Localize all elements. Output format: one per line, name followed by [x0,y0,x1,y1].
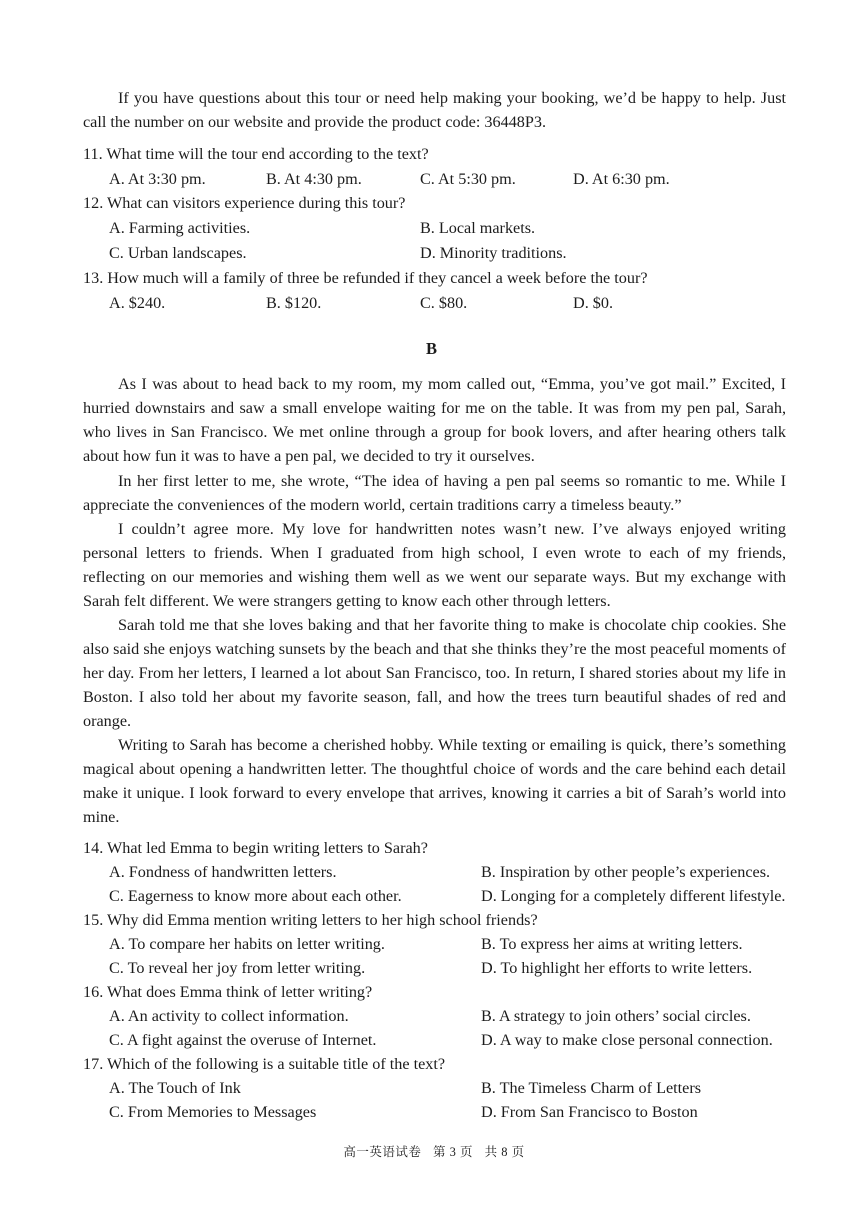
question-15-option-d: D. To highlight her efforts to write letters. [481,959,753,977]
question-14-option-c: C. Eagerness to know more about each other. [109,887,402,905]
intro-paragraph: If you have questions about this tour or need help making your booking, we’d be happy to help. Just call the number on our website and provide the product code: 36448P3. [83,89,786,131]
question-14-stem: 14. What led Emma to begin writing letters to Sarah? [83,839,428,857]
passage-b-paragraph-2: In her first letter to me, she wrote, “The idea of having a pen pal seems so romantic to me. While I appreciate the conveniences of the modern world, certain traditions carry a timeless beauty.” [83,472,786,514]
question-17-option-c: C. From Memories to Messages [109,1103,317,1121]
question-13-option-b: B. $120. [266,294,322,312]
question-12-option-c: C. Urban landscapes. [109,244,247,262]
question-12-option-a: A. Farming activities. [109,219,251,237]
question-15-option-c: C. To reveal her joy from letter writing. [109,959,366,977]
question-16-option-d: D. A way to make close personal connection. [481,1031,773,1049]
question-17-option-a: A. The Touch of Ink [109,1079,241,1097]
question-17-option-d: D. From San Francisco to Boston [481,1103,698,1121]
passage-b-paragraph-1: As I was about to head back to my room, my mom called out, “Emma, you’ve got mail.” Excited, I hurried downstairs and saw a small envelope waiting for me on the table. It was from my pen pal, Sarah, who lives in San Francisco. We met online through a group for book lovers, and after hearing others talk about how fun it was to have a pen pal, we decided to try it ourselves. [83,375,786,465]
question-13-option-a: A. $240. [109,294,166,312]
question-14-option-d: D. Longing for a completely different lifestyle. [481,887,786,905]
question-12-stem: 12. What can visitors experience during this tour? [83,194,406,212]
footer-total-pages: 共 8 页 [484,1145,525,1159]
question-15-option-a: A. To compare her habits on letter writing. [109,935,385,953]
question-16-stem: 16. What does Emma think of letter writing? [83,983,373,1001]
passage-b-paragraph-4: Sarah told me that she loves baking and that her favorite thing to make is chocolate chip cookies. She also said she enjoys watching sunsets by the beach and that she thinks they’re the most peaceful moments of her day. From her letters, I learned a lot about San Francisco, too. In return, I shared stories about my life in Boston. I also told her about my favorite season, fall, and how the trees turn beautiful shades of red and orange. [83,616,786,730]
passage-b-paragraph-3: I couldn’t agree more. My love for handwritten notes wasn’t new. I’ve always enjoyed writing personal letters to friends. When I graduated from high school, I even wrote to each of my friends, reflecting on our memories and wishing them well as we went our separate ways. But my exchange with Sarah felt different. We were strangers getting to know each other through letters. [83,520,786,610]
question-16-option-b: B. A strategy to join others’ social circles. [481,1007,751,1025]
question-15-stem: 15. Why did Emma mention writing letters to her high school friends? [83,911,538,929]
question-12-option-b: B. Local markets. [420,219,536,237]
page-footer [0,1142,868,1162]
question-14-option-a: A. Fondness of handwritten letters. [109,863,337,881]
question-13-stem: 13. How much will a family of three be refunded if they cancel a week before the tour? [83,269,648,287]
question-12-option-d: D. Minority traditions. [420,244,567,262]
question-11-option-d: D. At 6:30 pm. [573,170,670,188]
question-11-option-a: A. At 3:30 pm. [109,170,206,188]
section-b-heading: B [426,339,438,358]
question-17-option-b: B. The Timeless Charm of Letters [481,1079,702,1097]
question-13-option-c: C. $80. [420,294,468,312]
footer-exam-name: 高一英语试卷 [343,1145,422,1159]
question-15-option-b: B. To express her aims at writing letters. [481,935,743,953]
passage-b-paragraph-5: Writing to Sarah has become a cherished hobby. While texting or emailing is quick, there’s something magical about opening a handwritten letter. The thoughtful choice of words and the care behind each detail make it unique. I look forward to every envelope that arrives, knowing it carries a bit of Sarah’s world into mine. [83,736,786,826]
question-14-option-b: B. Inspiration by other people’s experiences. [481,863,771,881]
question-16-option-a: A. An activity to collect information. [109,1007,349,1025]
question-17-stem: 17. Which of the following is a suitable title of the text? [83,1055,446,1073]
question-16-option-c: C. A fight against the overuse of Internet. [109,1031,377,1049]
question-13-option-d: D. $0. [573,294,614,312]
question-11-stem: 11. What time will the tour end according to the text? [83,145,429,163]
question-11-option-b: B. At 4:30 pm. [266,170,362,188]
footer-page-number: 第 3 页 [432,1145,473,1159]
question-11-option-c: C. At 5:30 pm. [420,170,516,188]
